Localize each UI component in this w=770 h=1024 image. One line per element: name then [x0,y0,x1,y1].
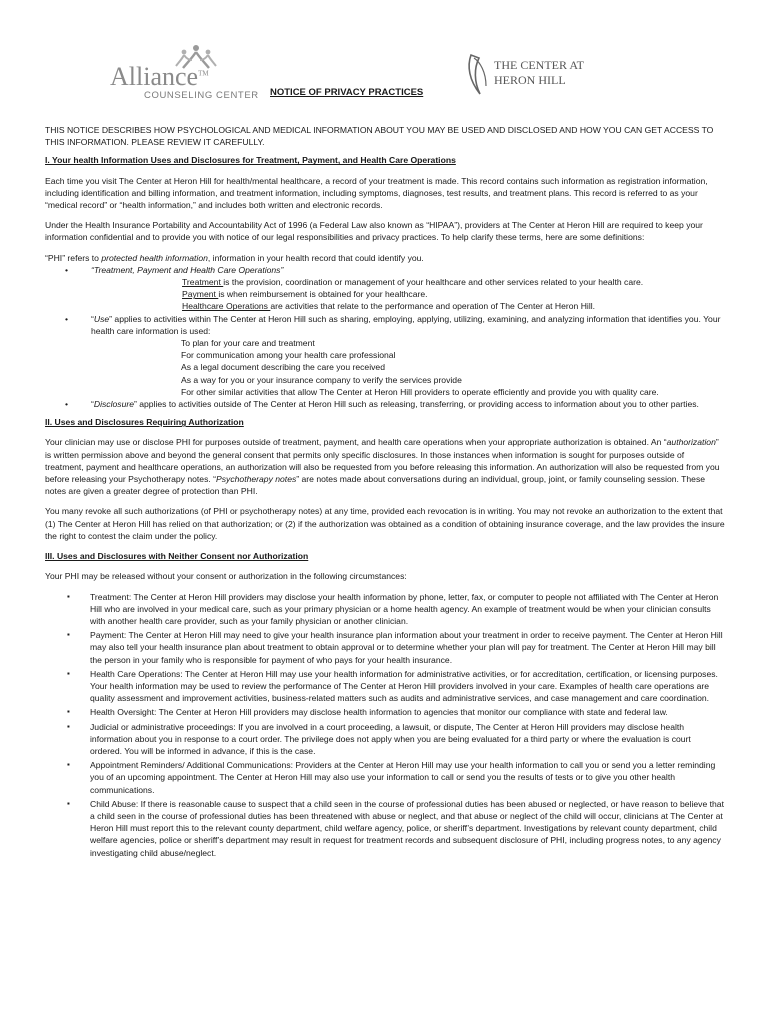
phi-term: protected health information [101,252,208,263]
definitions-list [45,264,725,410]
use-item: As a way for you or your insurance company to verify the services provide [181,374,462,385]
document-body [45,124,725,861]
heron-leaf-icon [466,52,492,98]
section-1-paragraph-2: Under the Health Insurance Portability and Accountability Act of 1996 (a Federal Law also known as “HIPAA”), providers at The Center at Heron Hill are required to keep your information confidential and to provide you with notice of our legal responsibilities and privacy practices. To help clarify these terms, here are some definitions: [45,220,703,243]
list-item: ▪ Health Care Operations: The Center at Heron Hill may use your health information for administrative activities, or for accreditation, certification, or licensing purposes. Your health information may be used to review the performance of The Center at Heron Hill providers involved in your care. Examples of health care operations are quality assessment and improvement activities, business-related matters such as audits and administrative services, and case management and care coordination. [45,668,725,705]
section-2-paragraph-1: Your clinician may use or disclose PHI for purposes outside of treatment, payment, and health care operations when your appropriate authorization is obtained. An “authorization” is written permission above and beyond the general consent that permits only specific disclosures. In those instances when information is sought for purposes outside of treatment, payment and healthcare operations, an authorization will also be requested from you before releasing this information. An authorization will also be requested from you before releasing your Psychotherapy notes. “Psychotherapy notes” are notes made about conversations during an individual, group, joint, or family counseling session. These notes are given a greater degree of protection than PHI. [45,437,720,497]
heron-hill-logo [466,52,584,98]
section-3-lead: Your PHI may be released without your consent or authorization in the following circumstances: [45,571,407,582]
list-item: • “Use” applies to activities within The Center at Heron Hill such as sharing, employing, applying, utilizing, examining, and analyzing information that identifies you. Your health care information is used: To plan for your care and treatment For communication among your health care professional As a legal document describing the care you received As a way for you or your insurance company to verify the services provide For other similar activities that allow The Center at Heron Hill providers to operate efficiently and provide you with quality care. [45,313,725,398]
section-2-paragraph-2: You many revoke all such authorizations (of PHI or psychotherapy notes) at any time, provided each revocation is in writing. You may not revoke an authorization to the extent that (1) The Center at Heron Hill has relied on that authorization; or (2) if the authorization was obtained as a condition of obtaining insurance coverage, and the law provides the insure the right to contest the claim under the policy. [45,506,725,541]
intro-notice: THIS NOTICE DESCRIBES HOW PSYCHOLOGICAL AND MEDICAL INFORMATION ABOUT YOU MAY BE USED AND DISCLOSED AND HOW YOU CAN GET ACCESS TO THIS INFORMATION. PLEASE REVIEW IT CAREFULLY. [45,125,714,148]
heron-logo-line1: THE CENTER AT [494,58,584,72]
use-item: To plan for your care and treatment [181,338,315,349]
use-item: As a legal document describing the care you received [181,362,385,373]
heron-logo-line2: HERON HILL [494,73,566,87]
list-item: ▪ Payment: The Center at Heron Hill may need to give your health insurance plan information about your treatment in order to receive payment. The Center at Heron Hill may also tell your health insurance plan about treatment to obtain approval or to determine whether your plan will pay for treatment. The Center at Heron Hill may bill the person in your family who is responsible for payment of who pays for your health insurance. [45,629,725,666]
use-item: For communication among your health care professional [181,350,396,361]
circumstances-list [45,591,725,859]
section-3-heading: III. Uses and Disclosures with Neither Consent nor Authorization [45,551,309,562]
alliance-logo-subtitle: COUNSELING CENTER [144,90,259,101]
section-2-heading: II. Uses and Disclosures Requiring Authorization [45,417,244,428]
healthcare-operations-term: Healthcare Operations [182,301,271,312]
trademark-mark: TM [198,69,209,78]
tpo-label: “Treatment, Payment and Health Care Operations” [91,264,284,275]
list-item: ▪ Judicial or administrative proceedings: If you are involved in a court proceeding, a lawsuit, or dispute, The Center at Heron Hill providers may disclose health information about you in response to a court order. The privilege does not apply when you are being evaluated for a third party or where the evaluation is court ordered. You will be informed in advance, if this is the case. [45,721,725,758]
list-item: ▪ Appointment Reminders/ Additional Communications: Providers at the Center at Heron Hill may use your health information to call you or send you a letter reminding you of an upcoming appointment. The Center at Heron Hill may also use your information to call or send you the results of tests or to give you other health communications. [45,759,725,796]
payment-term: Payment [182,289,219,300]
page-title: NOTICE OF PRIVACY PRACTICES [270,87,424,98]
use-item: For other similar activities that allow The Center at Heron Hill providers to operate efficiently and provide you with quality care. [181,386,659,397]
list-item: • “Treatment, Payment and Health Care Operations” Treatment is the provision, coordination or management of your healthcare and other services related to your health care. Payment is when reimbursement is obtained for your healthcare. Healthcare Operations are activities that relate to the performance and operation of The Center at Heron Hill. [45,264,725,313]
list-item: ▪ Treatment: The Center at Heron Hill providers may disclose your health information by phone, letter, fax, or computer to people not affiliated with The Center at Heron Hill who are involved in your medical care, such as your primary physician or a home health agency. An example of treatment would be when your clinician consults with another health care provider, such as your family physician or another clinician. [45,591,725,628]
alliance-logo [108,44,259,102]
section-1-heading: I. Your health Information Uses and Disclosures for Treatment, Payment, and Health Care Operations [45,155,456,166]
section-1-paragraph-1: Each time you visit The Center at Heron Hill for health/mental healthcare, a record of your treatment is made. This record contains such information as registration information, including identification and billing information, and treatment information, including symptoms, diagnoses, test results, and treatment plans. This record is referred to as your “medical record” or “health information,” and includes both written and electronic records. [45,175,708,211]
alliance-logo-name: Alliance [110,62,199,91]
phi-definition: “PHI” refers to protected health information, information in your health record that could identify you. [45,252,424,263]
list-item: ▪ Health Oversight: The Center at Heron Hill providers may disclose health information to agencies that monitor our compliance with state and federal law. [45,706,725,718]
list-item: • “Disclosure” applies to activities outside of The Center at Heron Hill such as releasing, transferring, or providing access to information about you to other parties. [45,398,725,410]
list-item: ▪ Child Abuse: If there is reasonable cause to suspect that a child seen in the course of professional duties has been abused or neglected, or have reason to believe that a child seen in the course of professional duties has been threatened with abuse or neglect, and that abuse or neglect of the child will occur, clinicians at The Center at Heron Hill must report this to the relevant county department, child welfare agency, police, or sheriff’s department. Investigations by relevant county department, child welfare agencies, police or sheriff’s department may result in request for treatment records and subsequent disclosure of PHI, including progress notes, to any agency investigating child abuse/neglect. [45,798,725,859]
treatment-term: Treatment [182,277,224,288]
use-term: Use [93,313,110,324]
disclosure-term: Disclosure [93,399,134,410]
